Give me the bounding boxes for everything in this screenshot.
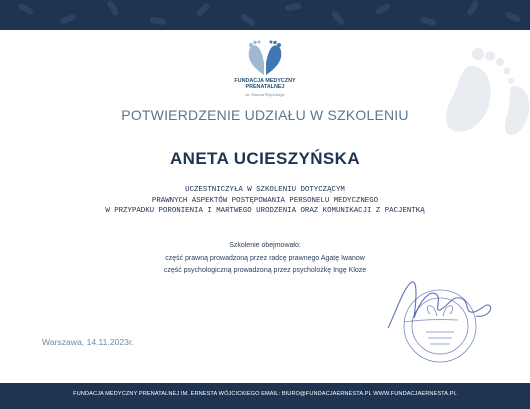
baby-feet-watermark-icon bbox=[416, 26, 530, 146]
handwritten-signature bbox=[378, 272, 496, 342]
organization-name: FUNDACJA MEDYCZNY PRENATALNEJ bbox=[234, 78, 296, 91]
footer-band bbox=[0, 383, 530, 409]
place-and-date: Warszawa, 14.11.2023r. bbox=[42, 337, 134, 347]
description-line: PRAWNYCH ASPEKTÓW POSTĘPOWANIA PERSONELU MEDYCZNEGO bbox=[151, 196, 379, 205]
description-line: UCZESTNICZYŁA W SZKOLENIU DOTYCZĄCYM bbox=[185, 186, 345, 194]
description-line: W PRZYPADKU PORONIENIA I MARTWEGO URODZENIA ORAZ KOMUNIKACJI Z PACJENTKĄ bbox=[105, 207, 425, 215]
organization-subtitle: im. Ernesta Wójcickiego bbox=[245, 92, 285, 97]
training-description bbox=[0, 185, 530, 217]
participant-name: ANETA UCIESZYŃSKA bbox=[169, 149, 361, 168]
footer-contact-text: FUNDACJA MEDYCZNY PRENATALNEJ IM. ERNESTA WÓJCICKIEGO EMAIL: BIURO@FUNDACJAERNESTA.PL WWW.FUNDACJAERNESTA.PL bbox=[73, 391, 457, 397]
baby-feet-heart-icon bbox=[243, 39, 287, 79]
program-item: część psychologiczną prowadzoną przez psycholożkę Ingę Kloze bbox=[163, 267, 367, 274]
program-item: część prawną prowadzoną przez radcę prawnego Agatę Iwanow bbox=[165, 254, 365, 262]
certificate-title: POTWIERDZENIE UDZIAŁU W SZKOLENIU bbox=[121, 107, 409, 123]
program-heading: Szkolenie obejmowało: bbox=[229, 242, 301, 249]
